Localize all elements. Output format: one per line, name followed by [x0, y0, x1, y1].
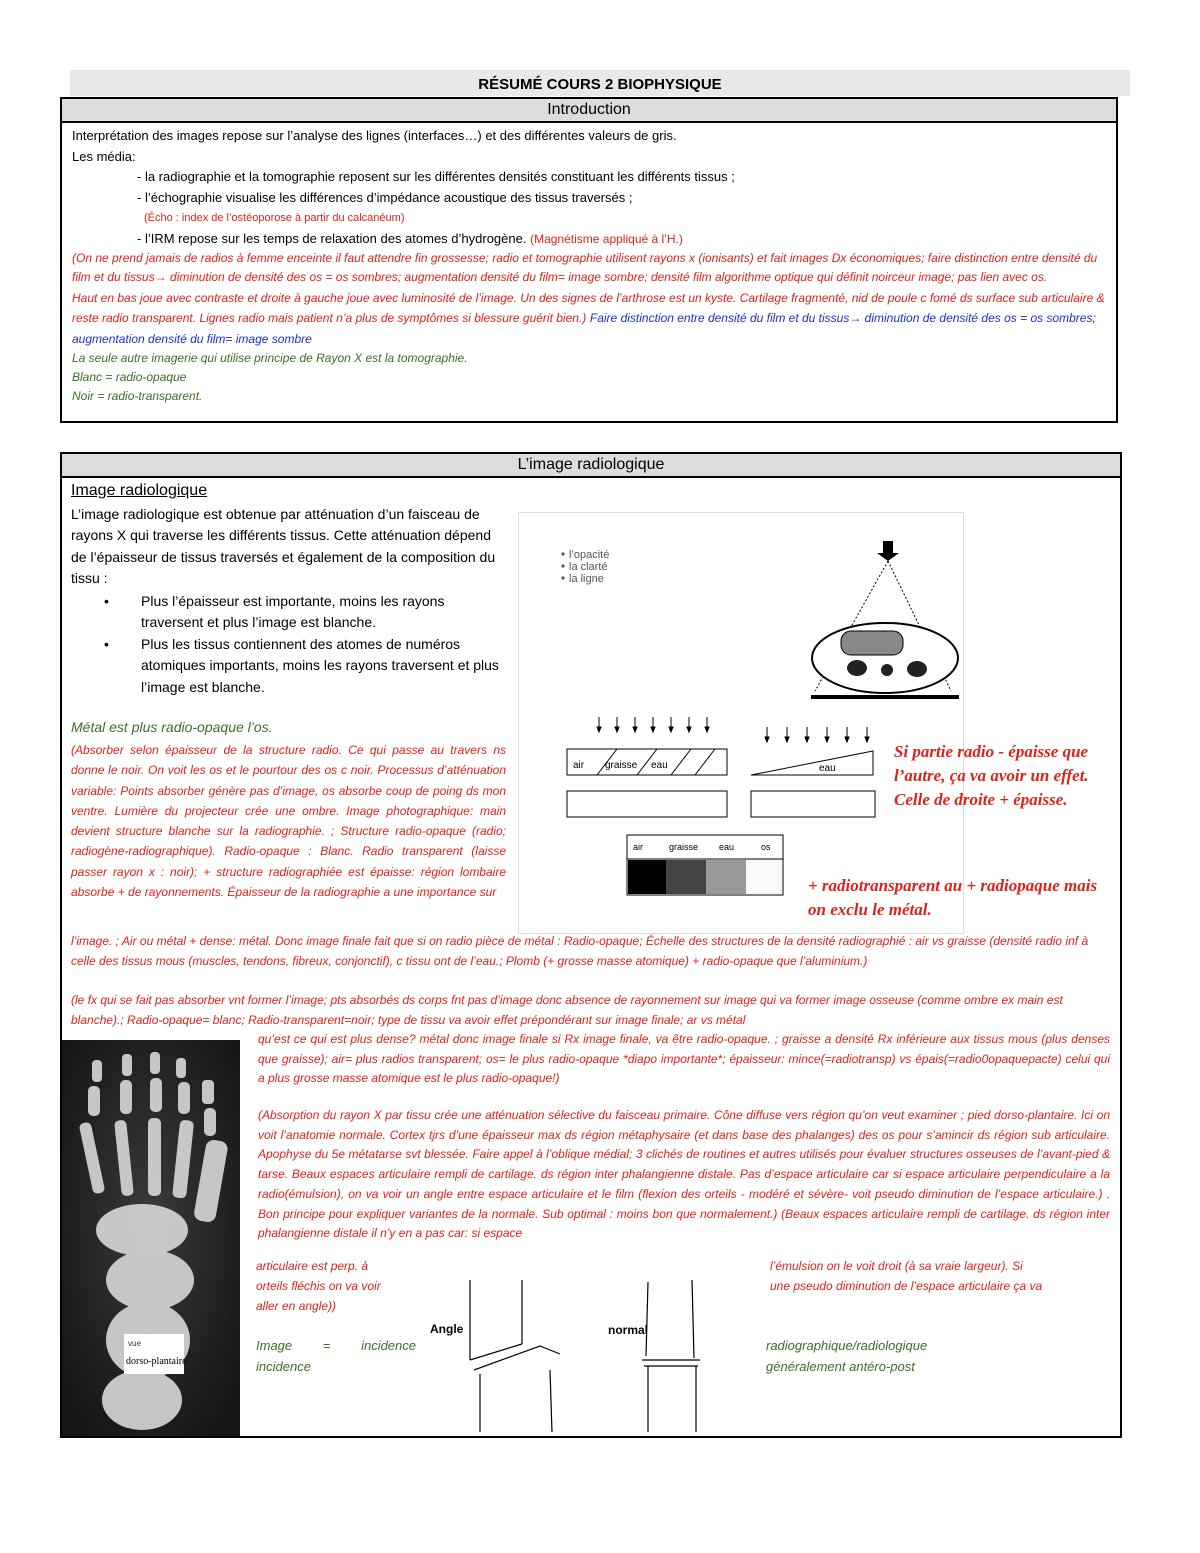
green-incidence-2: radiographique/radiologique — [766, 1338, 928, 1353]
intro-line: Interprétation des images repose sur l’analyse des lignes (interfaces…) et des différentes valeurs de gris. — [72, 128, 677, 143]
xray-arrows-right — [765, 727, 869, 742]
red-split-row-1-right: l’émulsion on le voit droit (à sa vraie largeur). Si — [770, 1259, 1023, 1273]
red-split-row-2-right: une pseudo diminution de l’espace articulaire ça va — [770, 1279, 1043, 1293]
page-title: RÉSUMÉ COURS 2 BIOPHYSIQUE — [70, 70, 1130, 96]
intro-green-note-3: Noir = radio-transparent. — [72, 389, 203, 404]
fig-gray-air: air — [633, 842, 644, 852]
xray-small-label: vue — [128, 1339, 141, 1348]
irm-text: - l’IRM repose sur les temps de relaxation des atomes d’hydrogène. — [137, 230, 527, 246]
radio-paragraph: L’image radiologique est obtenue par atténuation d’un faisceau de rayons X qui traverse les différents tissus. Cette atténuation dépend de l’épaisseur de tissus traversés et également de la composition du tissu : — [71, 506, 496, 586]
radio-red-right-2: (Absorption du rayon X par tissu crée une atténuation sélective du faisceau primaire. Cône diffuse vers région qu’on veut examiner ; pied dorso-plantaire. Ici on voit l’anatomie normale. Cortex tjrs d’une épaisseur max ds région métaphysaire (et dans base des phalanges) des os pour s’amincir ds région sub articulaire. Apophyse du 5e métatarse svt blessée. Faire appel à l’oblique médial; 3 clichés de routines et autres utilisés pour évaluer structures osseuses de l’avant-pied & tarse. Beaux espaces articulaire rempli de cartilage. ds région inter phalangienne distale. Pas d’espace articulaire car si espace articulaire perpendiculaire a la radio(émulsion), on va voir un angle entre espace articulaire et le film (flexion des orteils - modéré et sévère- voit pseudo diminution de l’espace articulaire.) . Bon principe pour expliquer variantes de la normale. Sub optimal : moins bon que normalement.) (Beaux espaces articulaire rempli de cartilage. ds région inter phalangienne distale il n’y en a pas car: si espace — [258, 1108, 1110, 1241]
film-block-right — [751, 791, 875, 817]
fig-gray-os: os — [761, 842, 771, 852]
fig-bullet-ligne: la ligne — [569, 573, 604, 585]
normal-sketch — [642, 1280, 700, 1432]
foot-xray-image — [62, 1040, 240, 1436]
green-incidence-1: Image = incidence — [256, 1338, 416, 1353]
fig-label-eau-2: eau — [819, 763, 836, 774]
fig-label-graisse: graisse — [605, 760, 638, 771]
fig-label-eau: eau — [651, 760, 668, 771]
red-split-row-3: aller en angle)) — [256, 1299, 337, 1313]
joint-sketch — [430, 1280, 710, 1432]
bullet-text: Plus l’épaisseur est importante, moins les rayons traversent et plus l’image est blanche. — [141, 593, 445, 631]
intro-blue-note: Faire distinction entre densité du film et du tissus→ diminution de densité des os = os sombres; augmentation densité du film= image sombre — [72, 311, 1096, 346]
wedge-shape — [751, 751, 873, 775]
joint-sketch-drawing — [430, 1280, 710, 1432]
irm-note: (Magnétisme appliqué à l’H.) — [530, 231, 683, 246]
radio-subheading: Image radiologique — [71, 482, 208, 499]
fig-gray-graisse: graisse — [669, 842, 699, 852]
intro-green-note-2: Blanc = radio-opaque — [72, 370, 187, 385]
radio-bullet-1 — [104, 591, 504, 634]
intro-section — [60, 97, 1118, 423]
red-split-row-2-left: orteils fléchis on va voir — [256, 1279, 381, 1293]
radio-red-left: (Absorber selon épaisseur de la structure radio. Ce qui passe au travers ns donne le noir. On voit les os et le pourtour des os c noir. Processus d’atténuation variable: Points absorber génère pas d’image, os absorbe coup de poing ds mon ventre. Lumière du projecteur crée une ombre. Image photographique: main devient structure blanche sur la radiographie. ; Structure radio-opaque (radio; radiogène-radiographique). Radio-opaque : Blanc. Radio transparent (laisse passer rayon x : noir); + structure radiographiée est épaisse: région lombaire absorbe + de rayonnements. Épaisseur de la radiographie a une importance sur — [71, 743, 506, 900]
intro-red-note-2: Haut en bas joue avec contraste et droite à gauche joue avec luminosité de l’image. Un des signes de l’arthrose est un kyste. Cartilage fragmenté, nid de poule c fomé ds surface sub articulaire & reste radio transparent. Lignes radio mais patient n’a plus de symptômes si blessure guérit bien.) — [72, 290, 1105, 326]
media-item-irm — [72, 229, 1106, 250]
xray-source-icon — [877, 541, 899, 561]
radio-red-full: l’image. ; Air ou métal + dense: métal. Donc image finale fait que si on radio pièce de métal : Radio-opaque; Échelle des structures de la densité radiographié : air vs graisse (densité radio inf à celle des tissus mous (muscles, tendons, fibreux, conjonctif), c tissu ont de l’eau.; Plomb (+ grosse masse atomique) + radio-opaque que l’aluminium.) — [71, 934, 1089, 968]
media-item-echo: - l’échographie visualise les différences d’impédance acoustique des tissus traversés ; — [137, 189, 633, 205]
intro-heading: Introduction — [62, 99, 1116, 123]
angle-sketch — [470, 1280, 560, 1432]
intro-red-note-1: (On ne prend jamais de radios à femme enceinte il faut attendre fin grossesse; radio et tomographie utilisent rayons x (ionisants) et fait images Dx économiques; faire distinction entre densité du film et du tissus→ diminution de densité des os = os sombres; augmentation densité du film= image sombre; densité film algorithme optique qui définit noirceur image; pas lien avec os. — [72, 251, 1098, 285]
fig-bullet-opacite: l’opacité — [569, 549, 610, 561]
red-split-row-1-left: articulaire est perp. à — [256, 1259, 369, 1273]
xray-label: dorso-plantaire — [126, 1356, 187, 1367]
angle-label: Angle — [430, 1322, 464, 1336]
echo-note: (Écho : index de l’ostéoporose à partir du calcanéum) — [144, 212, 405, 224]
green-incidence-3: incidence — [256, 1359, 311, 1374]
green-incidence-4: généralement antéro-post — [766, 1359, 915, 1374]
normal-label: normal — [608, 1323, 649, 1337]
handwritten-note-1: Si partie radio - épaisse que l’autre, ça va avoir un effet. Celle de droite + épaisse. — [894, 742, 1089, 809]
organ-shape — [841, 631, 903, 655]
media-item-radio: - la radiographie et la tomographie reposent sur les différentes densités constituant les différents tissus ; — [137, 169, 735, 184]
intro-green-note-1: La seule autre imagerie qui utilise principe de Rayon X est la tomographie. — [72, 351, 468, 366]
handwritten-note-2: + radiotransparent au + radiopaque mais on exclu le métal. — [808, 876, 1098, 919]
xray-arrows-left — [597, 717, 709, 732]
bullet-dot: • — [104, 593, 109, 609]
radio-heading: L’image radiologique — [62, 454, 1120, 478]
media-label: Les média: — [72, 148, 136, 164]
bullet-dot: • — [104, 636, 109, 652]
fig-gray-eau: eau — [719, 842, 735, 852]
film-block-left — [567, 791, 727, 817]
metal-note: Métal est plus radio-opaque l’os. — [71, 719, 273, 735]
fig-label-air: air — [573, 760, 585, 771]
radio-bullet-2 — [104, 634, 504, 698]
radio-red-right-1: qu’est ce qui est plus dense? métal donc image finale si Rx image finale, va être radio-opaque. ; graisse a densité Rx inférieure aux tissus mous (plus denses que graisse); air= plus radios transparent; os= le plus radio-opaque *diapo importante*; épaisseur: mince(=radiotransp) vs épais(=radio0opaquepacte) celui qui a plus grosse masse atomique est le plus radio-opaque!) — [258, 1032, 1110, 1085]
radiology-figure — [518, 512, 964, 934]
bullet-text: Plus les tissus contiennent des atomes de numéros atomiques importants, moins les rayons traversent et plus l’image est blanche. — [141, 636, 499, 695]
intro-body — [62, 123, 1116, 409]
foot-xray-drawing — [62, 1040, 240, 1436]
fig-bullet-clarte: la clarté — [569, 561, 608, 573]
radio-red-full-2: (le fx qui se fait pas absorber vnt former l’image; pts absorbés ds corps fnt pas d’image donc absence de rayonnement sur image qui va former image osseuse (comme ombre ex main est blanche).; Radio-opaque= blanc; Radio-transparent=noir; type de tissu va avoir effet prépondérant sur image finale; ar vs métal — [71, 993, 1063, 1027]
figure-drawing — [519, 513, 963, 933]
